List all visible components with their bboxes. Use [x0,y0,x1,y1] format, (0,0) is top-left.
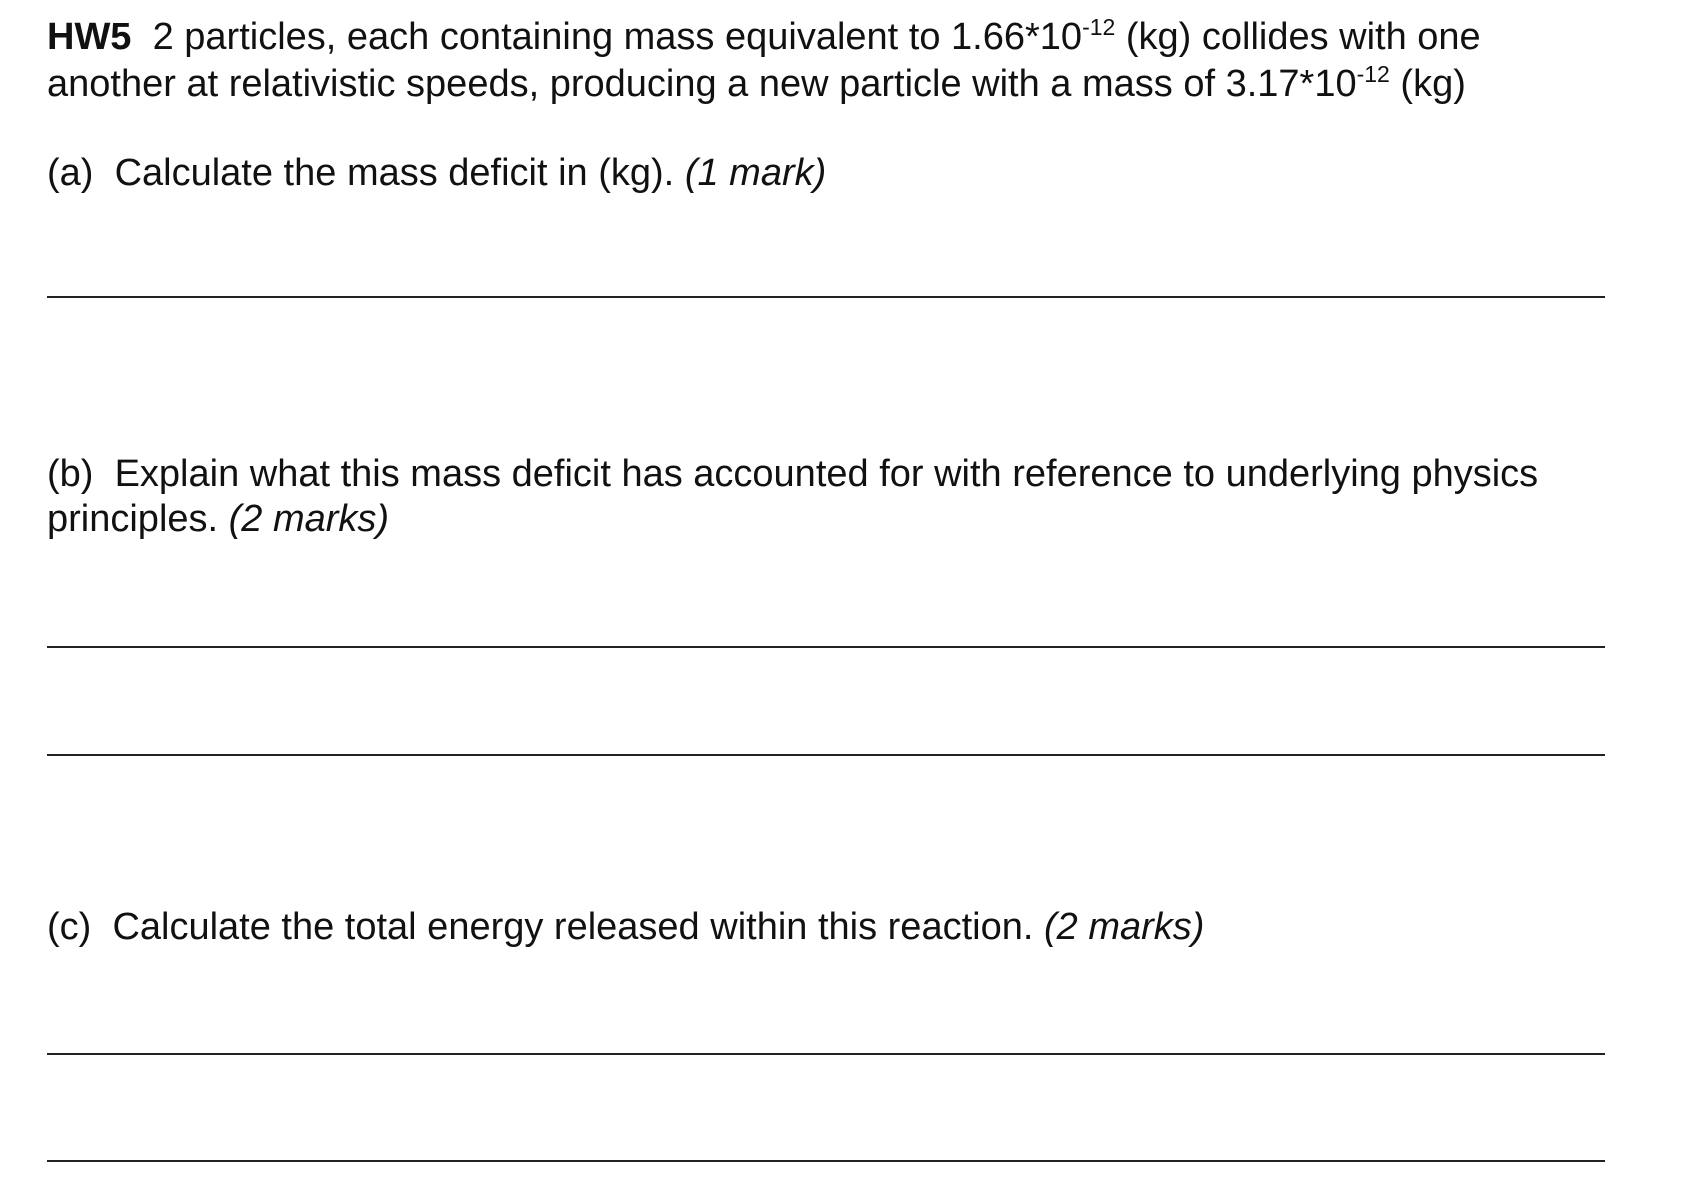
exponent-1: -12 [1082,14,1116,40]
exponent-2: -12 [1356,61,1390,87]
question-b [47,452,1607,542]
problem-text-part-1: 2 particles, each containing mass equivalent to 1.66*10 [152,16,1083,58]
answer-line-b-1[interactable] [47,646,1605,648]
problem-text-part-2: (kg) collides with one another at relativistic speeds, producing a new particle with a mass of 3.17*10 [47,16,1481,105]
question-a-marks: (1 mark) [684,152,827,194]
problem-statement [47,14,1607,108]
question-b-prefix: (b) [47,453,94,495]
answer-line-c-2[interactable] [47,1160,1605,1162]
question-c [47,905,1607,950]
question-b-marks: (2 marks) [228,498,390,540]
problem-text-part-3: (kg) [1389,63,1466,105]
question-c-prefix: (c) [47,906,92,948]
answer-line-c-1[interactable] [47,1053,1605,1055]
homework-label: HW5 [47,16,132,58]
question-c-marks: (2 marks) [1043,906,1205,948]
answer-line-a-1[interactable] [47,296,1605,298]
question-a-text: Calculate the mass deficit in (kg). [114,152,675,194]
question-a [47,151,1607,196]
question-b-text: Explain what this mass deficit has accounted for with reference to underlying physics principles. [47,453,1539,540]
answer-line-b-2[interactable] [47,754,1605,756]
question-c-text: Calculate the total energy released within this reaction. [112,906,1034,948]
question-a-prefix: (a) [47,152,94,194]
